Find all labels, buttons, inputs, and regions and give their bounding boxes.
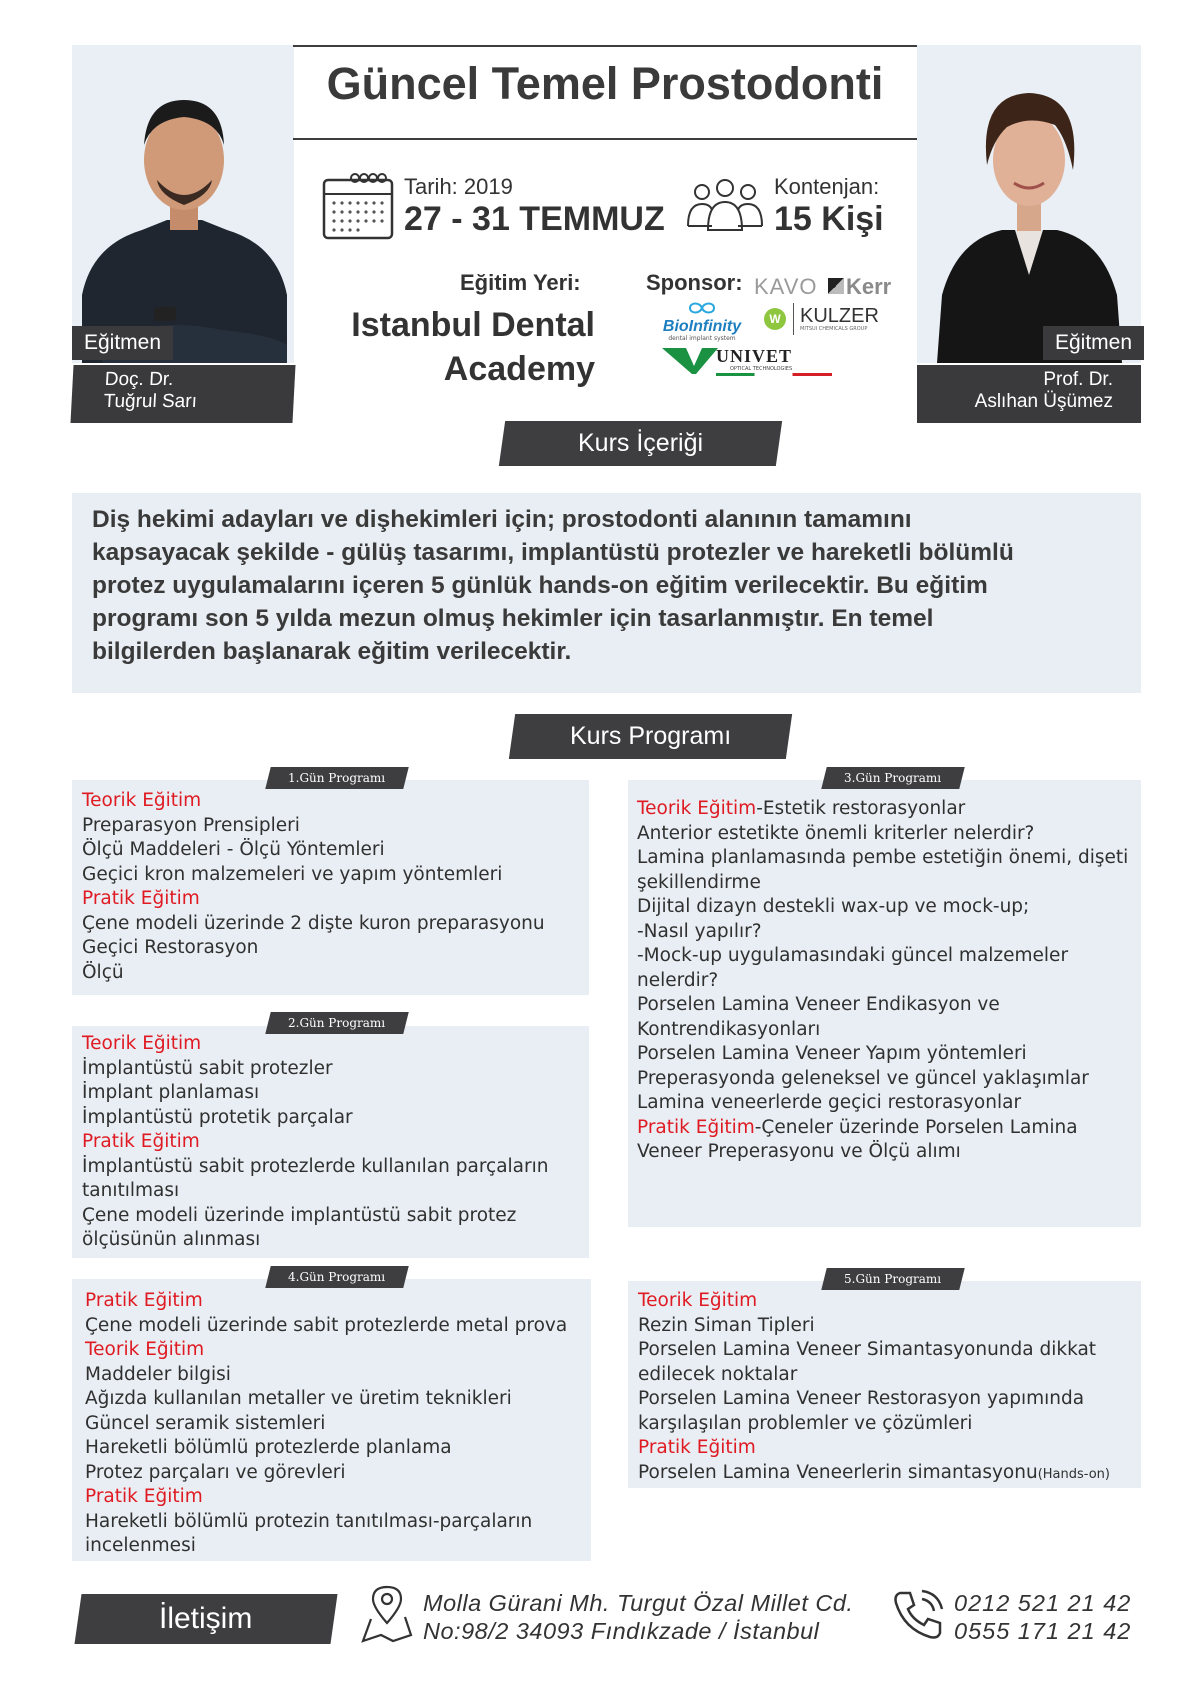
instructor-right-photo — [917, 45, 1141, 363]
page-title: Güncel Temel Prostodonti — [326, 58, 884, 109]
day4-item-text: incelenmesi — [85, 1535, 196, 1556]
content-line: kapsayacak şekilde - gülüş tasarımı, implantüstü protezler ve hareketli bölümlü — [92, 539, 1014, 566]
day3-line — [637, 822, 1128, 847]
day3-line — [637, 969, 1128, 994]
day4-line — [85, 1436, 567, 1461]
capacity-label: Kontenjan: — [774, 174, 880, 199]
day5-item-text: Porselen Lamina Veneerlerin simantasyonu — [638, 1461, 1038, 1483]
day2-item-text: ölçüsünün alınması — [82, 1229, 261, 1250]
date-label: Tarih: 2019 — [404, 174, 513, 199]
day4-line — [85, 1338, 567, 1363]
day3-line — [637, 1091, 1128, 1116]
day1-text — [82, 789, 545, 985]
day1-item-text: Geçici Restorasyon — [82, 937, 259, 958]
day5-line — [638, 1289, 1110, 1314]
day3-item-text: -Mock-up uygulamasındaki güncel malzemeler — [637, 945, 1069, 966]
left-name-line2: Tuğrul Sarı — [103, 391, 198, 412]
content-line: programı son 5 yılda mezun olmuş hekimler için tasarlanmıştır. En temel — [92, 605, 934, 632]
day4-line — [85, 1289, 567, 1314]
kerr-separator-icon — [828, 278, 844, 294]
day4-item-text: Maddeler bilgisi — [85, 1363, 231, 1385]
day3-item-text: -Çeneler üzerinde Porselen Lamina — [754, 1116, 1078, 1138]
univet-v-icon — [660, 344, 720, 376]
day2-item-text: İmplantüstü sabit protezlerde kullanılan parçaların — [82, 1155, 549, 1177]
day4-section-heading: Pratik Eğitim — [85, 1290, 203, 1311]
day1-tag-label: 1.Gün Programı — [288, 771, 386, 785]
day2-tag-label: 2.Gün Programı — [288, 1016, 386, 1030]
venue-label: Eğitim Yeri: — [460, 270, 581, 295]
day1-item-text: Ölçü — [82, 961, 124, 983]
right-name-line2: Aslıhan Üşümez — [974, 391, 1113, 412]
program-heading: Kurs Programı — [569, 722, 732, 750]
day3-item-text: Veneer Preperasyonu ve Ölçü alımı — [637, 1141, 961, 1162]
day1-section-heading: Teorik Eğitim — [82, 790, 202, 811]
phone-1[interactable]: 0212 521 21 42 — [954, 1590, 1132, 1616]
kulzer-logo — [800, 306, 879, 332]
sponsor-label: Sponsor: — [646, 270, 743, 295]
day4-tag — [265, 1266, 408, 1288]
univet-sub: OPTICAL TECHNOLOGIES — [730, 366, 793, 372]
day5-suffix: (Hands-on) — [1037, 1466, 1110, 1482]
day5-text — [638, 1289, 1110, 1487]
day3-line — [637, 846, 1128, 871]
day1-item-text: Preparasyon Prensipleri — [82, 814, 300, 836]
day3-tag — [821, 767, 964, 789]
address-line1: Molla Gürani Mh. Turgut Özal Millet Cd. — [423, 1590, 854, 1616]
day1-line — [82, 912, 545, 937]
day2-line — [82, 1179, 548, 1204]
day3-line — [637, 797, 1128, 822]
day5-line — [638, 1461, 1110, 1488]
address-line2: No:98/2 34093 Fındıkzade / İstanbul — [423, 1618, 820, 1644]
day3-item-text: Kontrendikasyonları — [637, 1018, 821, 1040]
day2-section-heading: Teorik Eğitim — [82, 1033, 202, 1054]
day1-line — [82, 887, 545, 912]
day3-section-heading: Teorik Eğitim — [637, 798, 757, 819]
date-value: 27 - 31 TEMMUZ — [404, 200, 665, 238]
content-panel — [72, 493, 1141, 693]
day3-line — [637, 1018, 1128, 1043]
day2-item-text: İmplant planlaması — [82, 1082, 260, 1103]
day1-tag — [265, 767, 408, 789]
day5-item-text: karşılaşılan problemler ve çözümleri — [638, 1412, 973, 1434]
male-portrait-illustration — [72, 45, 294, 363]
day4-item-text: Çene modeli üzerinde sabit protezlerde metal prova — [85, 1314, 568, 1336]
day4-item-text: Protez parçaları ve görevleri — [85, 1461, 346, 1483]
day3-line — [637, 920, 1128, 945]
day3-line — [637, 993, 1128, 1018]
day4-line — [85, 1510, 567, 1535]
bioinfinity-sub: dental implant system — [668, 335, 736, 342]
calendar-icon — [322, 170, 394, 246]
day3-text — [637, 797, 1128, 1165]
day4-line — [85, 1363, 567, 1388]
right-instructor-name — [917, 365, 1141, 423]
day4-item-text: Hareketli bölümlü protezin tanıtılması-parçaların — [85, 1510, 533, 1532]
day5-item-text: edilecek noktalar — [638, 1363, 798, 1385]
day3-item-text: nelerdir? — [637, 969, 719, 991]
day3-item-text: -Estetik restorasyonlar — [756, 798, 966, 819]
day3-item-text: Preperasyonda geleneksel ve güncel yaklaşımlar — [637, 1067, 1089, 1089]
day2-line — [82, 1155, 548, 1180]
day1-item-text: Geçici kron malzemeleri ve yapım yöntemleri — [82, 863, 503, 885]
kavo-logo: KAVO — [754, 274, 818, 299]
day1-line — [82, 789, 545, 814]
day3-item-text: Porselen Lamina Veneer Endikasyon ve — [637, 994, 1000, 1015]
day2-item-text: İmplantüstü protetik parçalar — [82, 1106, 353, 1128]
day1-item-text: Ölçü Maddeleri - Ölçü Yöntemleri — [82, 839, 385, 860]
day1-line — [82, 863, 545, 888]
kulzer-sub: MITSUI CHEMICALS GROUP — [800, 326, 868, 332]
day2-item-text: Çene modeli üzerinde implantüstü sabit protez — [82, 1204, 517, 1226]
day5-line — [638, 1436, 1110, 1461]
day5-line — [638, 1314, 1110, 1339]
day4-line — [85, 1485, 567, 1510]
day3-item-text: şekillendirme — [637, 871, 761, 893]
day3-line — [637, 1116, 1128, 1141]
day2-item-text: İmplantüstü sabit protezler — [82, 1057, 333, 1079]
day4-line — [85, 1534, 567, 1559]
day3-line — [637, 944, 1128, 969]
day4-line — [85, 1387, 567, 1412]
day3-line — [637, 1042, 1128, 1067]
group-icon — [682, 176, 768, 246]
day4-item-text: Ağızda kullanılan metaller ve üretim teknikleri — [85, 1388, 512, 1409]
bioinfinity-logo — [656, 300, 748, 342]
venue-line1: Istanbul Dental — [351, 306, 595, 344]
day5-line — [638, 1412, 1110, 1437]
day1-section-heading: Pratik Eğitim — [82, 888, 200, 909]
title-rule-top — [293, 45, 917, 47]
day4-tag-label: 4.Gün Programı — [288, 1270, 386, 1284]
day5-tag-label: 5.Gün Programı — [844, 1272, 942, 1286]
day2-line — [82, 1106, 548, 1131]
left-instructor-name — [70, 365, 295, 423]
phone-icon — [890, 1587, 946, 1647]
left-name-line1: Doç. Dr. — [104, 369, 174, 390]
day2-tag — [265, 1012, 408, 1034]
contact-heading-banner — [74, 1594, 337, 1644]
capacity-value: 15 Kişi — [774, 200, 884, 238]
day4-section-heading: Teorik Eğitim — [85, 1339, 205, 1360]
content-heading: Kurs İçeriği — [577, 429, 704, 457]
kulzer-divider — [793, 303, 794, 335]
day5-section-heading: Pratik Eğitim — [638, 1437, 756, 1458]
day4-text — [85, 1289, 567, 1559]
day1-line — [82, 936, 545, 961]
day2-text — [82, 1032, 548, 1253]
day4-item-text: Hareketli bölümlü protezlerde planlama — [85, 1437, 452, 1458]
day5-tag — [821, 1268, 964, 1290]
day1-line — [82, 838, 545, 863]
day2-line — [82, 1057, 548, 1082]
day2-line — [82, 1081, 548, 1106]
kulzer-name: KULZER — [800, 305, 879, 327]
location-pin-icon — [359, 1585, 415, 1649]
day4-item-text: Güncel seramik sistemleri — [85, 1412, 326, 1434]
day2-item-text: tanıtılması — [82, 1180, 180, 1201]
day3-line — [637, 1067, 1128, 1092]
day2-line — [82, 1204, 548, 1229]
day3-line — [637, 895, 1128, 920]
day5-line — [638, 1338, 1110, 1363]
left-role-label: Eğitmen — [72, 326, 173, 360]
day1-item-text: Çene modeli üzerinde 2 dişte kuron preparasyonu — [82, 912, 545, 934]
contact-heading: İletişim — [159, 1602, 253, 1635]
day5-line — [638, 1363, 1110, 1388]
instructor-left-photo — [72, 45, 294, 363]
phone-2[interactable]: 0555 171 21 42 — [954, 1618, 1132, 1644]
infinity-icon — [682, 301, 722, 315]
univet-logo — [660, 344, 832, 376]
day3-line — [637, 871, 1128, 896]
day4-line — [85, 1412, 567, 1437]
day5-item-text: Porselen Lamina Veneer Restorasyon yapımında — [638, 1388, 1085, 1409]
day3-item-text: Dijital dizayn destekli wax-up ve mock-up; — [637, 896, 1030, 917]
female-portrait-illustration — [917, 45, 1141, 363]
day5-section-heading: Teorik Eğitim — [638, 1290, 758, 1311]
day3-item-text: Porselen Lamina Veneer Yapım yöntemleri — [637, 1043, 1027, 1064]
day2-line — [82, 1130, 548, 1155]
day4-section-heading: Pratik Eğitim — [85, 1486, 203, 1507]
day2-line — [82, 1228, 548, 1253]
title-rule-bottom — [293, 138, 917, 140]
day5-line — [638, 1387, 1110, 1412]
venue-line2: Academy — [443, 350, 595, 388]
right-role-label: Eğitmen — [1043, 326, 1144, 360]
content-line: Diş hekimi adayları ve dişhekimleri için; prostodonti alanının tamamını — [92, 506, 912, 533]
content-heading-banner — [499, 421, 782, 466]
univet-name: UNIVET — [716, 346, 793, 366]
program-heading-banner — [509, 714, 792, 759]
day2-section-heading: Pratik Eğitim — [82, 1131, 200, 1152]
day5-item-text: Porselen Lamina Veneer Simantasyonunda dikkat — [638, 1339, 1097, 1360]
day5-item-text: Rezin Siman Tipleri — [638, 1314, 815, 1336]
right-name-line1: Prof. Dr. — [1043, 369, 1113, 390]
day3-line — [637, 1140, 1128, 1165]
day3-section-heading: Pratik Eğitim — [637, 1116, 755, 1138]
day4-line — [85, 1314, 567, 1339]
kulzer-mark-icon: W — [764, 308, 786, 330]
day2-line — [82, 1032, 548, 1057]
bioinfinity-name: BioInfinity — [662, 318, 742, 335]
day1-line — [82, 961, 545, 986]
day3-item-text: -Nasıl yapılır? — [637, 920, 762, 942]
day3-item-text: Lamina planlamasında pembe estetiğin önemi, dişeti — [637, 847, 1129, 868]
day3-tag-label: 3.Gün Programı — [844, 771, 942, 785]
day3-item-text: Lamina veneerlerde geçici restorasyonlar — [637, 1092, 1022, 1113]
day1-line — [82, 814, 545, 839]
day3-item-text: Anterior estetikte önemli kriterler nelerdir? — [637, 822, 1035, 844]
kerr-logo: Kerr — [846, 274, 892, 299]
univet-flag-bar — [716, 373, 832, 376]
content-line: protez uygulamalarını içeren 5 günlük hands-on eğitim verilecektir. Bu eğitim — [92, 572, 988, 599]
content-line: bilgilerden başlanarak eğitim verilecektir. — [92, 638, 572, 665]
day4-line — [85, 1461, 567, 1486]
